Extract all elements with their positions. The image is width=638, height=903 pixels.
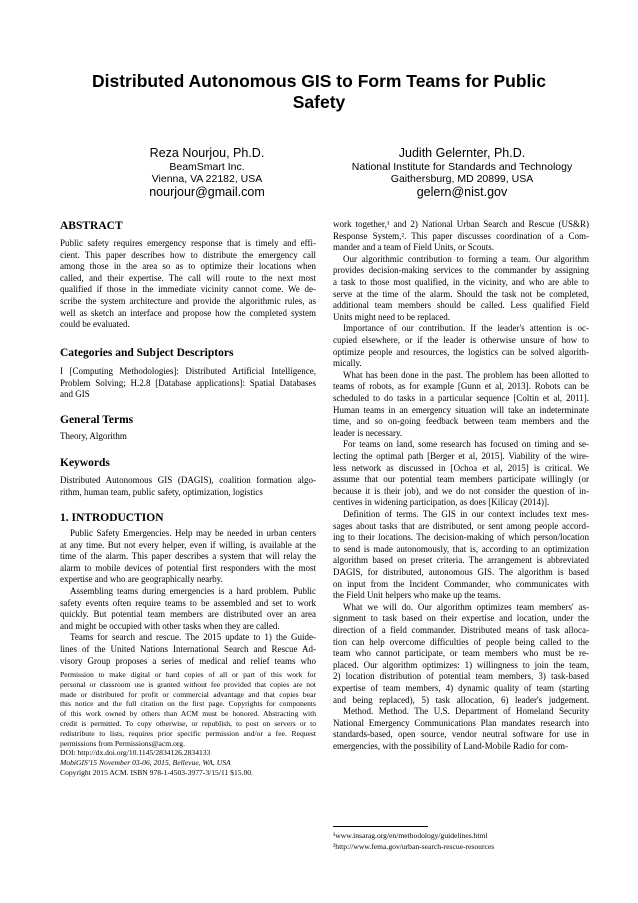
text-line: and being replaced), 5) task allocation, 6) leader's judgement. <box>333 694 589 705</box>
keywords-heading: Keywords <box>60 457 110 469</box>
text-line: Teams for search and rescue. The 2015 update to 1) the Guide- <box>70 632 316 643</box>
author-address: Gaithersburg, MD 20899, USA <box>390 173 534 185</box>
text-line: DOI: http://dx.doi.org/10.1145/2834126.2834133 <box>60 748 211 758</box>
text-line: Units might need to be replaced. <box>333 311 450 322</box>
title-line-2: Safety <box>292 92 346 112</box>
text-line: DAGIS, for distributed, autonomous GIS. The algorithm is based <box>333 567 589 577</box>
text-line: well as sketch an interface and propose how the completed system <box>60 307 316 318</box>
author-affiliation: BeamSmart Inc. <box>169 161 245 173</box>
abstract-heading: ABSTRACT <box>60 220 123 232</box>
author-1 <box>107 146 307 200</box>
text-line: redistribute to lists, requires prior specific permission and/or a fee. Request <box>60 728 316 738</box>
text-line: ²http://www.fema.gov/urban-search-rescue-resources <box>333 842 495 851</box>
text-line: Our algorithmic contribution to forming a team. Our algorithm <box>343 253 589 264</box>
text-line: scribe the system architecture and provide the algorithmic rules, as <box>60 296 316 306</box>
text-line: Public safety requires emergency response that is timely and effi- <box>60 238 316 248</box>
text-line: algorithm based on preset criteria. The arrangement is abbreviated <box>333 555 589 566</box>
text-line: Response System,². This paper discusses coordination of a Com- <box>333 230 589 241</box>
text-line: Importance of our contribution. If the leader's attention is oc- <box>343 323 589 334</box>
text-line: the Field Unit helpers who make up the teams. <box>333 590 501 601</box>
text-line: made or distributed for profit or commercial advantage and that copies bear <box>60 689 316 699</box>
text-line: assume that our potential team members participate willingly (or <box>333 474 589 485</box>
introduction-heading: 1. INTRODUCTION <box>60 512 164 524</box>
author-address: Vienna, VA 22182, USA <box>151 173 263 185</box>
text-line: at any time. But not every helper, even if willing, is available at the <box>60 539 316 550</box>
text-line: ¹www.insarag.org/en/methodology/guidelines.html <box>333 831 488 840</box>
text-line: standards-based, open source, vendor neutral software for use in <box>333 729 589 740</box>
text-line: leader is necessary. <box>333 427 403 438</box>
general-terms-body: Theory, Algorithm <box>60 431 127 441</box>
text-line: Distributed Autonomous GIS (DAGIS), coalition formation algo- <box>60 475 316 485</box>
text-line: time, and so on-going feedback between team members and the <box>333 416 589 427</box>
text-line: serve at the time of the alarm. Should the task not be completed, <box>333 288 589 299</box>
text-line: credit is permitted. To copy otherwise, or republish, to post on servers or to <box>60 719 316 728</box>
text-line: National Emergency Communications Plan mandates research into <box>333 717 589 728</box>
text-line: lines of the United Nations International Search and Rescue Ad- <box>60 644 316 654</box>
text-line: emergencies, with the possibility of Land-Mobile Radio for com- <box>333 741 569 751</box>
author-email: gelern@nist.gov <box>416 185 508 199</box>
text-line: mically. <box>333 358 362 369</box>
text-line: teams of robots, as for example [Gunn et al, 2013]. Robots can be <box>333 381 589 392</box>
text-line: optimize people and resources, the logistics can be solved algorith- <box>333 346 589 357</box>
text-line: rithm, human team, public safety, optimization, logistics <box>60 486 263 497</box>
text-line: signment to task based on their expertise and location, under the <box>333 613 589 624</box>
author-email: nourjour@gmail.com <box>149 185 265 199</box>
text-line: Permission to make digital or hard copies of all or part of this work for <box>60 670 316 679</box>
text-line: Public Safety Emergencies. Help may be needed in urban centers <box>70 528 316 538</box>
text-line: quickly. But potential team members are distributed over an area <box>60 609 316 620</box>
text-line: ing to their locations. The decision-making of which person/location <box>333 532 589 543</box>
text-line: and GIS <box>60 389 90 400</box>
text-line: of this work owned by others than ACM must be honored. Abstracting with <box>60 709 316 719</box>
text-line: visory Group proposes a series of medical and relief teams who <box>60 655 316 666</box>
text-line: For teams on land, some research has focused on timing and se- <box>343 439 589 450</box>
text-line: because it is their job), and we do not consider the question of in- <box>333 485 589 496</box>
text-line: called, and their expertise. The call will route to the next most <box>60 272 316 283</box>
text-line: placed. Our algorithm optimizes: 1) willingness to join the team, <box>333 659 589 670</box>
text-line: safety events often require teams to be assembled and set to work <box>60 597 316 608</box>
text-line: alarm to mobile devices of potential first responders with the most <box>60 562 316 573</box>
text-line: permissions from Permissions@acm.org. <box>60 738 185 748</box>
text-line: Human teams in an emergency situation will take an indeterminate <box>333 404 589 415</box>
text-line: MobiGIS'15 November 03-06, 2015, Bellevue, WA, USA <box>60 758 231 768</box>
text-line: qualified if those in the immediate vicinity cannot come. We de- <box>60 284 316 295</box>
text-line: sages about tasks that are distributed, or sent among people accord- <box>333 520 589 531</box>
text-line: What has been done in the past. The problem has been allotted to <box>343 369 589 380</box>
text-line: cient. This paper describes how to distribute the emergency call <box>60 249 316 260</box>
author-name: Reza Nourjou, Ph.D. <box>149 146 265 160</box>
text-line: this notice and the full citation on the first page. Copyrights for components <box>60 699 316 709</box>
text-line: time of the alarm. This paper describes a system that will relay the <box>60 551 316 562</box>
text-line: mander and a team of Field Units, or Scouts. <box>333 242 494 253</box>
title-line-1: Distributed Autonomous GIS to Form Teams for Public <box>91 71 547 91</box>
categories-heading: Categories and Subject Descriptors <box>60 347 234 359</box>
author-affiliation: National Institute for Standards and Technology <box>351 161 573 173</box>
text-line: tion can help overcome difficulties of people being called to the <box>333 636 589 647</box>
text-line: among those in the area so as to optimize their locations when <box>60 261 316 272</box>
text-line: on input from the Incident Commander, who communicates with <box>333 578 589 589</box>
text-line: Assembling teams during emergencies is a hard problem. Public <box>70 586 316 596</box>
text-line: Problem Solving; H.2.8 [Database applications]: Spatial Databases <box>60 377 316 388</box>
text-line: less network as discussed in [Ochoa et al, 2015] is critical. We <box>333 462 589 473</box>
text-line: Method. Method. The U.S. Department of Homeland Security <box>343 706 589 717</box>
text-line: Definition of terms. The GIS in our context includes text mes- <box>343 509 589 519</box>
text-line: team who cannot participate, or team members who must be re- <box>333 648 589 659</box>
text-line: provides decision-making services to the commander by assigning <box>333 265 589 276</box>
text-line: personal or classroom use is granted without fee provided that copies are not <box>60 679 316 689</box>
text-line: a task to those most qualified, in the vicinity, and who are able to <box>333 277 589 287</box>
author-2 <box>327 146 597 200</box>
text-line: additional team members should be called. Less qualified Field <box>333 300 589 311</box>
text-line: to send is made autonomously, that is, according to an optimization <box>333 543 589 554</box>
footnote-rule <box>333 826 428 827</box>
text-line: could be evaluated. <box>60 319 130 330</box>
text-line: lecting the optimal path [Berger et al, 2015]. Viability of the wire- <box>333 451 589 461</box>
text-line: scheduled to do tasks in a particular sequence [Coltin et al, 2011]. <box>333 393 589 403</box>
text-line: work together,¹ and 2) National Urban Search and Rescue (US&R) <box>333 219 589 229</box>
paper-title <box>40 71 598 113</box>
text-line: direction of a field commander. Distributed means of task alloca- <box>333 625 589 635</box>
text-line: Copyright 2015 ACM. ISBN 978-1-4503-3977-3/15/11 $15.00. <box>60 768 253 777</box>
author-name: Judith Gelernter, Ph.D. <box>398 146 526 160</box>
text-line: expertise and who are geographically nearby. <box>60 574 223 585</box>
text-line: I [Computing Methodologies]: Distributed Artificial Intelligence, <box>60 366 316 376</box>
text-line: centives in widening participation, as does [Kilicay (2014)]. <box>333 497 550 508</box>
text-line: and might be occupied with other tasks when they are called. <box>60 620 280 631</box>
general-terms-heading: General Terms <box>60 414 134 426</box>
text-line: What we will do. Our algorithm optimizes team members' as- <box>343 601 589 612</box>
text-line: expertise of team members, 4) dynamic quality of team (starting <box>333 683 589 693</box>
text-line: 2) location distribution of potential team members, 3) task-based <box>333 671 589 682</box>
text-line: cupied elsewhere, or if the leader is otherwise unsure of how to <box>333 335 589 345</box>
